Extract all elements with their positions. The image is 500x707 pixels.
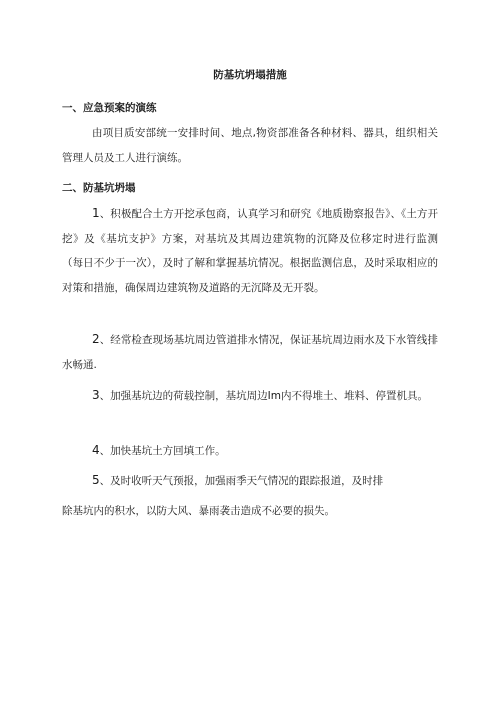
- list-item-number: 1: [92, 206, 100, 220]
- document-title: 防基坑坍塌措施: [213, 69, 287, 81]
- list-item-text: 、加强基坑边的荷载控制，基坑周边Im内不得堆土、堆料、停置机具。: [99, 390, 428, 402]
- list-item-5-line-2: 除基坑内的积水，以防大风、暴雨袭击造成不必要的损失。: [62, 505, 335, 517]
- list-item-4: [62, 438, 438, 464]
- paragraph-drill-arrangement: 由项目质安部统一安排时间、地点,物资部准备各种材料、器具，组织相关管理人员及工人进行演练。: [62, 127, 438, 164]
- section-heading-emergency-drill: 一、应急预案的演练: [62, 102, 157, 114]
- list-item-number: 4: [92, 443, 100, 457]
- list-item-3: [62, 383, 438, 409]
- list-item-number: 5: [92, 473, 100, 487]
- list-item-text: 、及时收听天气预报，加强雨季天气情况的跟踪报道，及时排: [99, 475, 384, 487]
- list-item-2: [62, 327, 438, 377]
- list-item-text: 、积极配合土方开挖承包商，认真学习和研究《地质勘察报告》、《土方开挖》及《基坑支护》方案，对基坑及其周边建筑物的沉降及位移定时进行监测（每日不少于一次），及时了解和掌握基坑情况。根据监测信息，及时采取相应的对策和措施，确保周边建筑物及道路的无沉降及无开裂。: [62, 208, 438, 294]
- section-heading-prevent-collapse: 二、防基坑坍塌: [62, 182, 136, 194]
- list-item-text: 、加快基坑土方回填工作。: [99, 445, 226, 457]
- list-item-text: 、经常检查现场基坑周边管道排水情况，保证基坑周边雨水及下水管线排水畅通.: [62, 334, 438, 371]
- list-item-number: 3: [92, 388, 100, 402]
- list-item-1: [62, 201, 438, 300]
- list-item-number: 2: [92, 332, 100, 346]
- list-item-5-line-1: [62, 472, 442, 489]
